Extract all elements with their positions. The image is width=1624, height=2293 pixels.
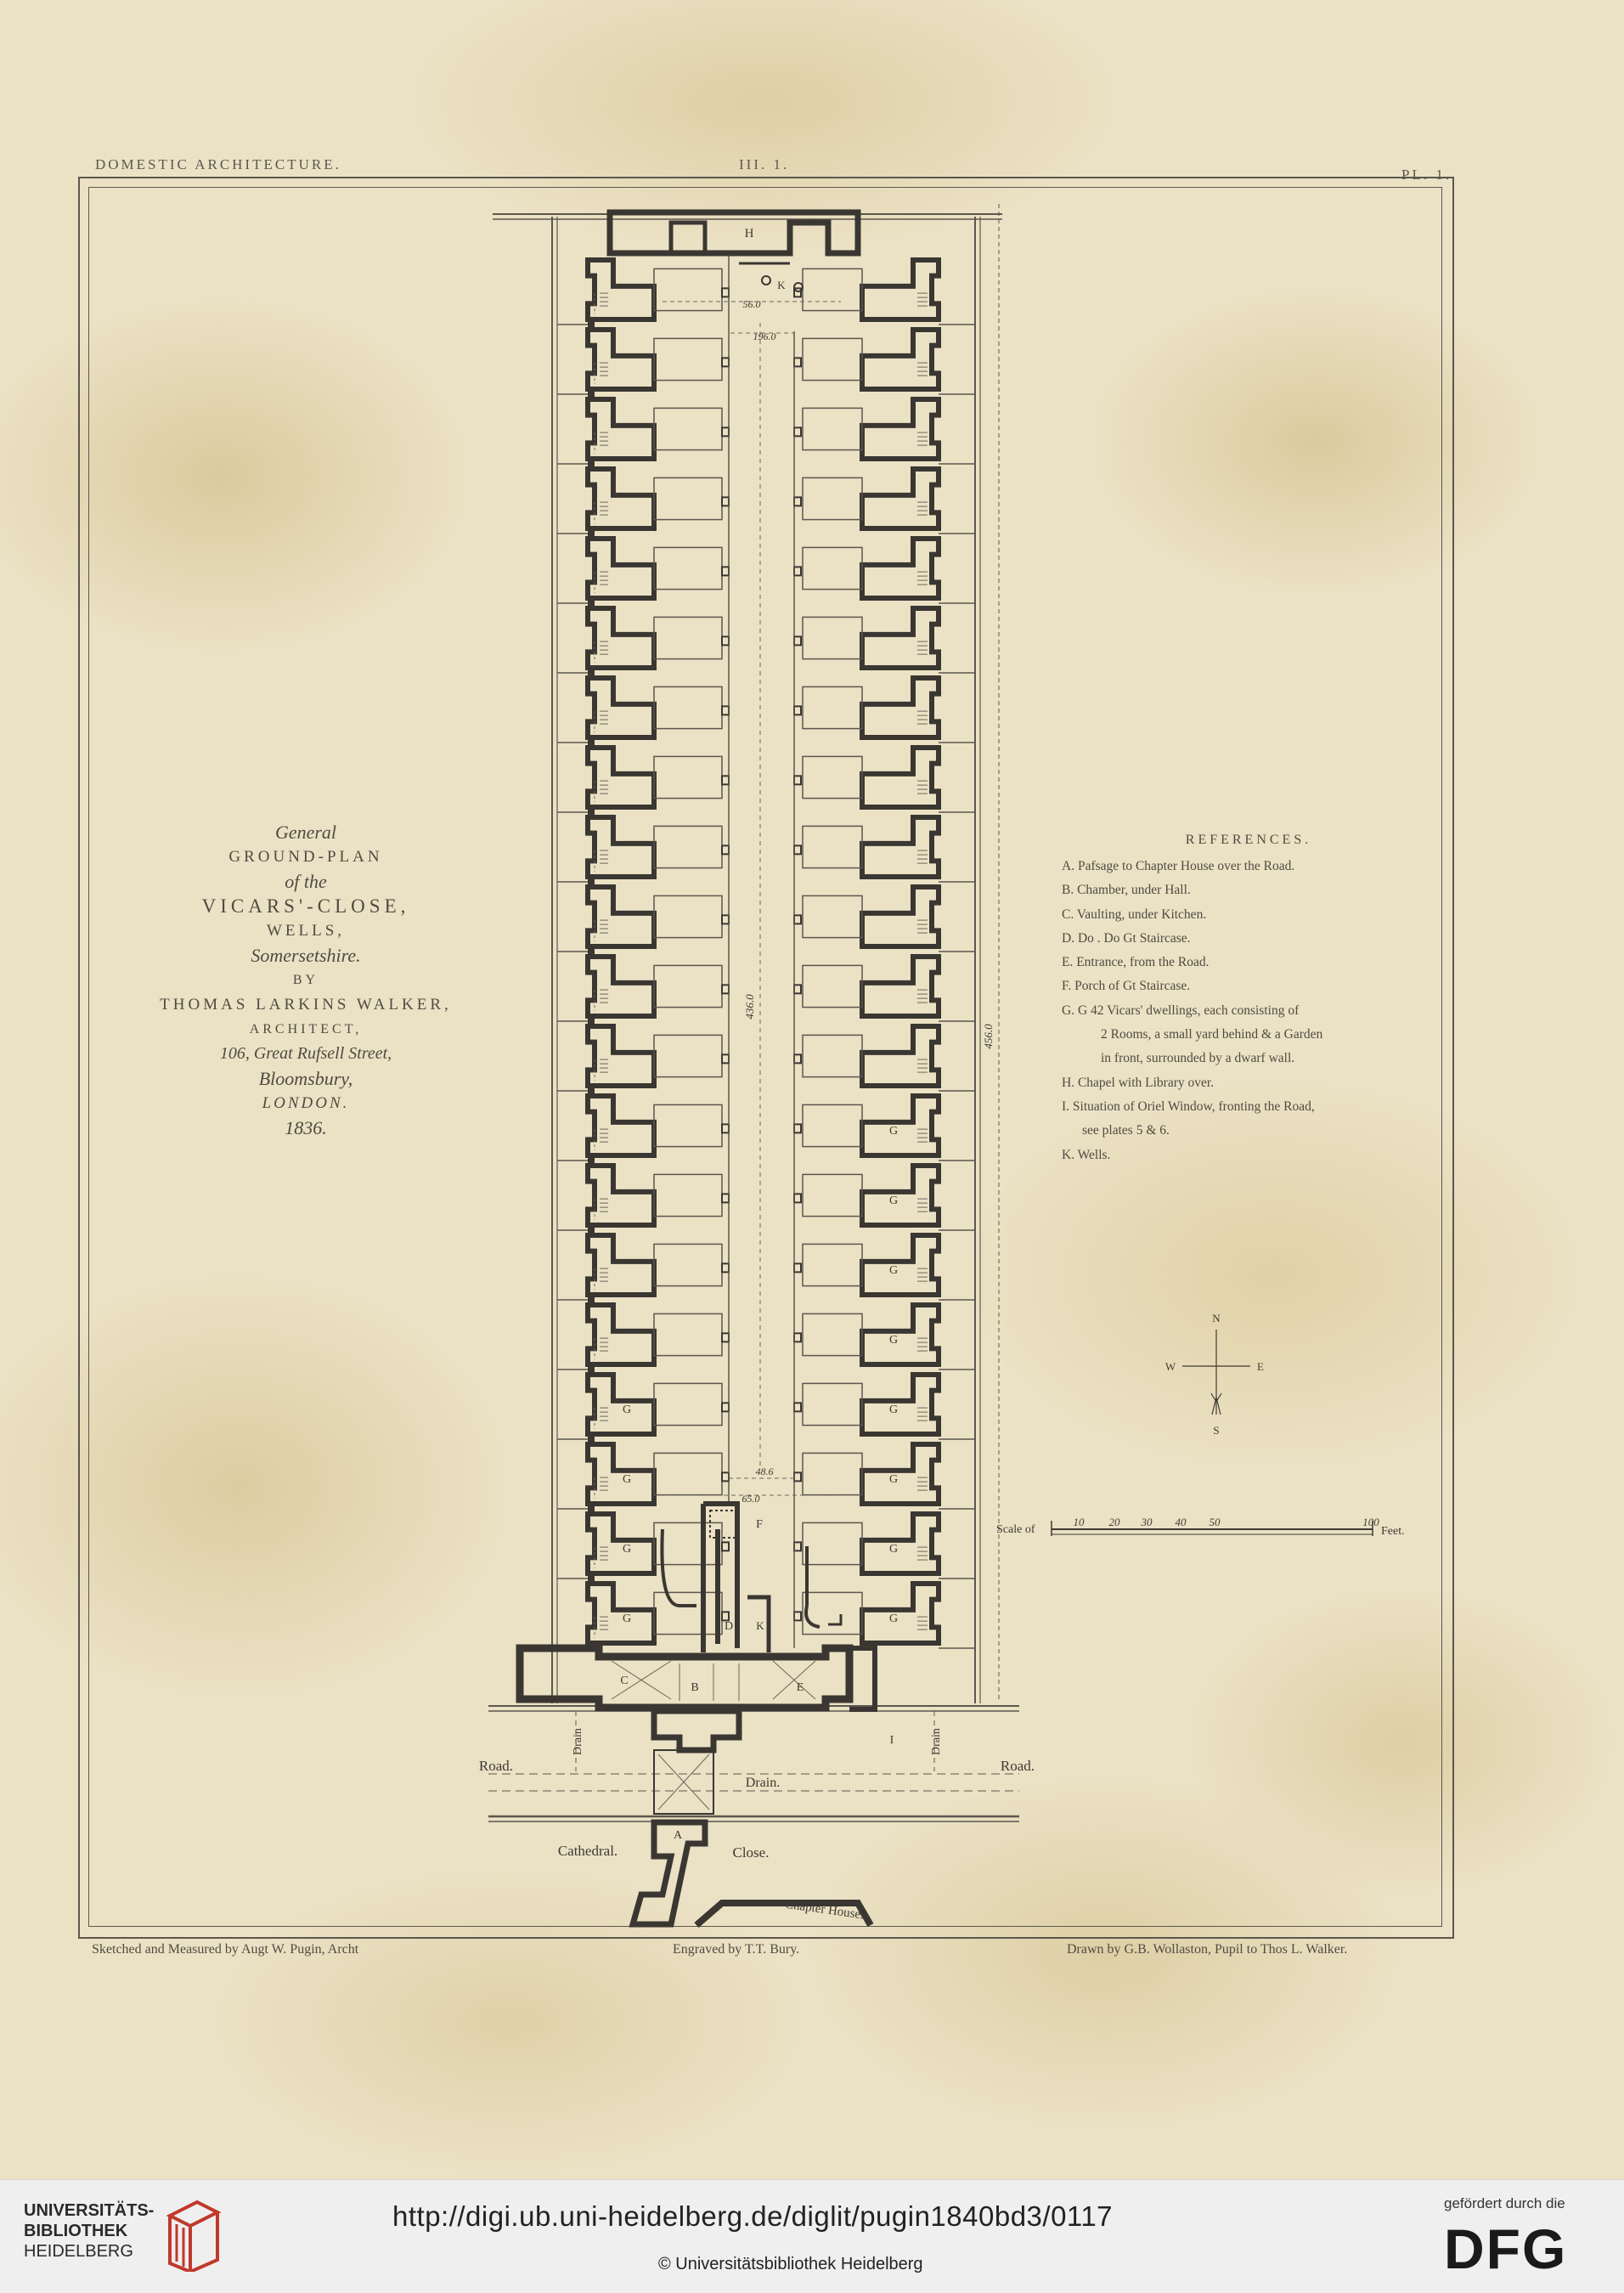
scale-unit: Feet. [1381,1525,1405,1538]
label-stair: D [724,1620,734,1633]
label-chapter-house: Chapter House. [784,1897,865,1923]
references-panel [1062,833,1435,1167]
label-cathedral: Cathedral. [557,1843,618,1859]
title-line-london: LONDON. [262,1094,350,1112]
label-passage: A [674,1739,685,1752]
reference-item-i: I. Situation of Oriel Window, fronting the Road, [1062,1098,1315,1114]
title-line-vicars-close: VICARS'-CLOSE, [201,895,410,917]
title-line-year: 1836. [285,1117,327,1138]
label-oriel: I [889,1734,894,1747]
reference-item-e: E. Entrance, from the Road. [1062,955,1210,970]
reference-item-i-cont: see plates 5 & 6. [1082,1123,1170,1138]
title-line-architect: ARCHITECT, [249,1022,363,1036]
library-name-line1: UNIVERSITÄTS- [24,2201,155,2220]
dwelling-label: G [888,1542,899,1556]
plan-letters [479,227,1035,1922]
library-info-bar [0,2179,1624,2293]
label-dim-bottom2: 65.0 [742,1493,760,1505]
title-line-address: 106, Great Rufsell Street, [219,1044,392,1063]
header-left: DOMESTIC ARCHITECTURE. [95,156,341,172]
dwelling-label: G [888,1124,899,1138]
label-dim-top2: 196.0 [753,330,776,342]
compass-rose [1182,1330,1250,1415]
references-heading: REFERENCES. [1185,833,1312,847]
title-line-author: THOMAS LARKINS WALKER, [160,996,452,1014]
label-chapel: H [744,227,754,240]
reference-item-g: G. G 42 Vicars' dwellings, each consisting of [1062,1002,1300,1018]
label-chamber: B [691,1681,699,1694]
dwelling-label: G [622,1403,632,1416]
label-drain-right: Drain [930,1728,943,1755]
scale-tick-30: 30 [1141,1516,1153,1528]
scale-tick-100: 100 [1362,1516,1379,1528]
scale-tick-10: 10 [1073,1516,1085,1528]
title-line-of-the: of the [285,871,327,892]
right-range-dwellings [794,204,999,1703]
compass-n: N [1212,1312,1221,1324]
close-details [663,255,841,1648]
title-line-somersetshire: Somersetshire. [251,945,361,966]
reference-item-k: K. Wells. [1062,1147,1111,1162]
library-logo-icon [163,2199,224,2272]
scale-tick-40: 40 [1175,1516,1187,1528]
reference-item-f: F. Porch of Gt Staircase. [1062,979,1191,994]
label-dim-center: 436.0 [743,994,756,1019]
scale-label: Scale of [996,1523,1035,1536]
label-close: Close. [732,1844,770,1861]
dfg-logo [1444,2217,1605,2277]
compass-e: E [1257,1360,1264,1373]
title-cartouche [127,820,484,1140]
dwelling-label: G [622,1472,632,1486]
label-road-right: Road. [1000,1758,1035,1774]
reference-item-b: B. Chamber, under Hall. [1062,883,1191,898]
label-dim-bottom1: 48.6 [755,1466,774,1477]
footer-sketched-by: Sketched and Measured by Augt W. Pugin, Archt [92,1942,359,1957]
dwelling-label: G [888,1263,899,1277]
funding-notice: gefördert durch die [1444,2195,1565,2211]
library-name [24,2200,154,2262]
dwelling-label: G [888,1472,899,1486]
library-name-line3: HEIDELBERG [24,2242,133,2261]
chapel-block [610,212,858,291]
title-line-by: BY [292,973,319,987]
hall-block [520,1504,875,1925]
dwelling-label: G [622,1542,632,1556]
label-wells-bottom: K [756,1619,764,1632]
title-line-bloomsbury: Bloomsbury, [258,1068,353,1089]
dwelling-label: G [622,1612,632,1625]
dwelling-label: G [888,1403,899,1416]
title-line-ground-plan: GROUND-PLAN [228,848,383,866]
label-road-left: Road. [478,1758,514,1774]
dwelling-label: G [888,1194,899,1207]
header-right: PL. 1. [1401,167,1452,183]
compass-w: W [1164,1360,1176,1373]
copyright-notice: © Universitätsbibliothek Heidelberg [658,2255,923,2273]
footer-engraved-by: Engraved by T.T. Bury. [673,1942,800,1957]
reference-item-g-cont1: 2 Rooms, a small yard behind & a Garden [1101,1027,1323,1042]
reference-item-d: D. Do . Do Gt Staircase. [1062,930,1191,946]
label-vaulting: C [620,1675,629,1687]
library-name-line2: BIBLIOTHEK [24,2222,128,2240]
reference-item-g-cont2: in front, surrounded by a dwarf wall. [1101,1051,1295,1066]
reference-item-h: H. Chapel with Library over. [1062,1075,1215,1090]
reference-item-a: A. Pafsage to Chapter House over the Road. [1062,859,1295,873]
compass-s: S [1213,1424,1220,1437]
label-porch: F [756,1518,763,1531]
label-drain-left: Drain [572,1728,584,1755]
label-dim-right: 456.0 [982,1024,995,1049]
label-entrance: E [796,1681,804,1694]
title-line-wells: WELLS, [266,922,346,940]
header-center: III. 1. [739,156,790,172]
scale-tick-50: 50 [1209,1516,1221,1528]
footer-drawn-by: Drawn by G.B. Wollaston, Pupil to Thos L. Walker. [1067,1942,1348,1957]
dwelling-label: G [888,1612,899,1625]
left-range-dwellings [552,217,729,1703]
label-dim-top1: 56.0 [742,298,761,310]
dwelling-label: G [888,1333,899,1347]
dfg-logo-text: DFG [1444,2217,1568,2277]
title-line-general: General [274,822,337,843]
label-wells-top: K [777,279,786,291]
scale-tick-20: 20 [1108,1516,1120,1528]
reference-item-c: C. Vaulting, under Kitchen. [1062,906,1207,922]
label-passage-2: A [673,1829,683,1842]
compass-letters [1165,1312,1264,1437]
label-drain-road: Drain. [745,1776,781,1790]
permalink-url[interactable]: http://digi.ub.uni-heidelberg.de/diglit/pugin1840bd3/0117 [392,2200,1114,2232]
